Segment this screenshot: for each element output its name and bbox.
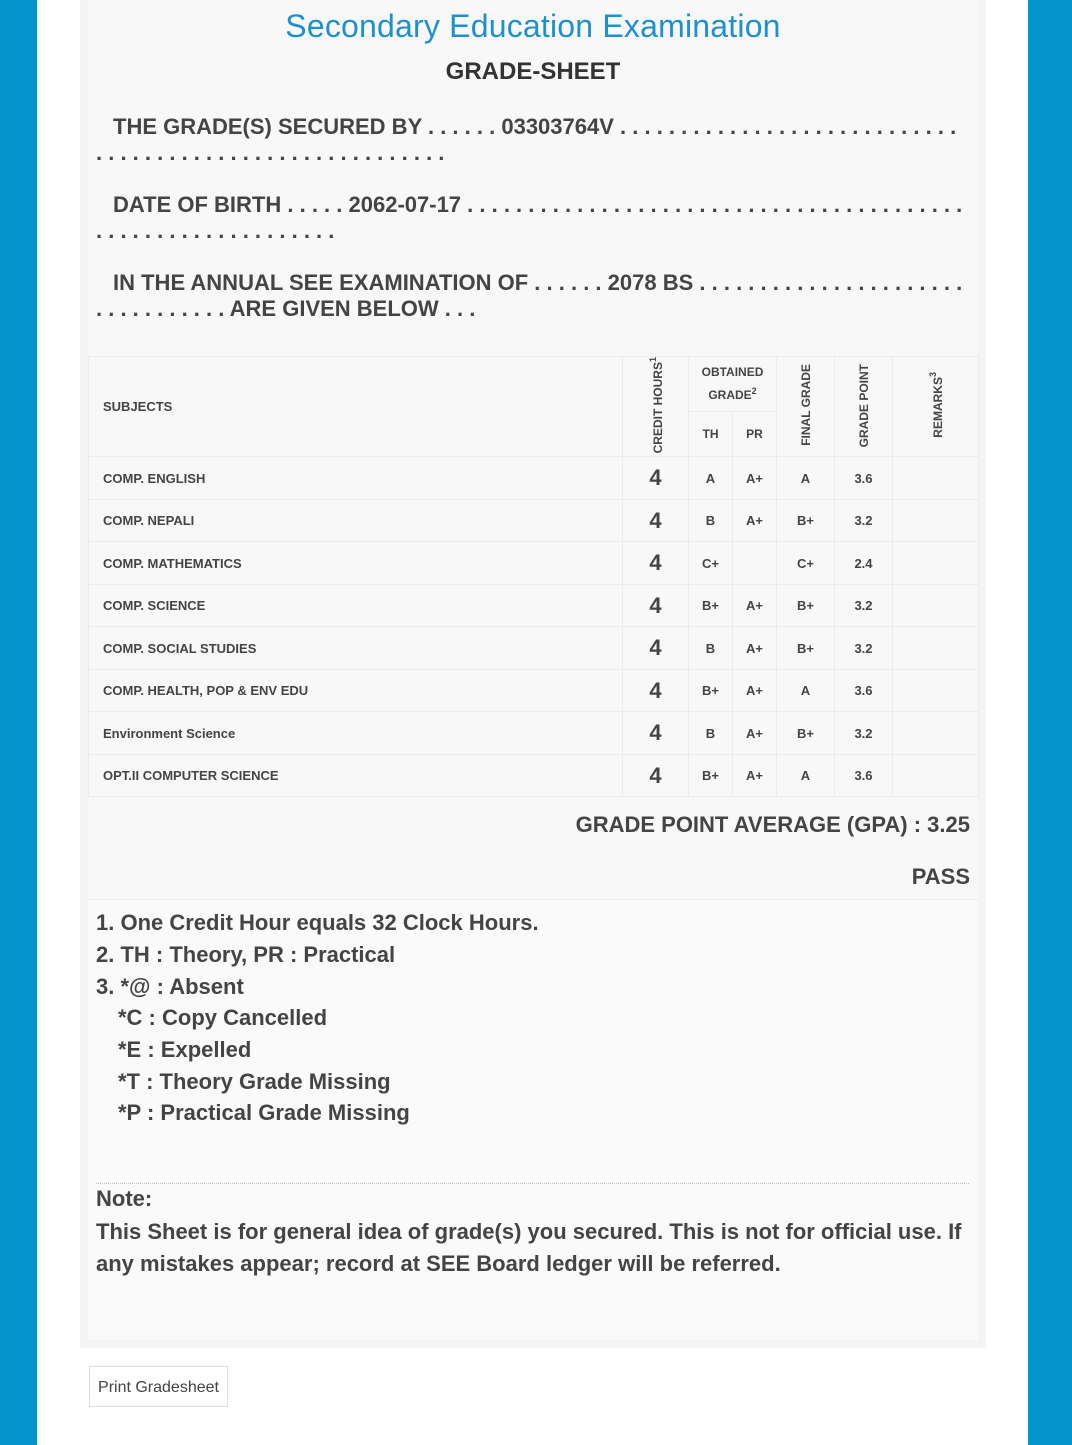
footnotes-section [88,899,978,1340]
table-row [89,669,979,712]
dot-leader: . . . . . . [534,270,608,295]
credit-hours-header: CREDIT HOURS$^1$ [623,357,689,457]
grades-table [88,356,979,797]
footnote-expelled: *E : Expelled [118,1037,252,1062]
footnote-th-pr: 2. TH : Theory, PR : Practical [96,942,396,967]
footnote-absent: 3. *@ : Absent [96,974,244,999]
subject-cell: COMP. NEPALI [89,499,623,542]
dob-label: DATE OF BIRTH [113,192,282,217]
practical-grade-cell: A+ [733,754,777,797]
given-below-text: ARE GIVEN BELOW . . . [229,296,476,321]
remarks-cell [893,499,979,542]
theory-grade-cell: A [689,457,733,500]
practical-grade-cell: A+ [733,584,777,627]
page-title: Secondary Education Examination [285,8,781,44]
final-grade-cell: B+ [777,499,835,542]
dob-line [96,192,968,244]
practical-grade-cell [733,542,777,585]
theory-header: TH [689,412,733,457]
final-grade-header: FINAL GRADE [777,357,835,457]
grade-point-cell: 3.6 [835,457,893,500]
grade-point-cell: 3.2 [835,712,893,755]
remarks-cell [893,457,979,500]
result-status: PASS [911,864,970,889]
gpa-value: GRADE POINT AVERAGE (GPA) : 3.25 [575,812,970,837]
practical-grade-cell: A+ [733,627,777,670]
theory-grade-cell: B [689,712,733,755]
dot-leader: . . . . . . . . . . . . . . . . . . . . . . . . . . . . . . . . . . . . . . . . . . . . . . . . . . . . . . . . . [96,114,957,165]
subject-cell: Environment Science [89,712,623,755]
final-grade-cell: B+ [777,712,835,755]
grade-point-header: GRADE POINT [835,357,893,457]
final-grade-cell: A [777,669,835,712]
table-row [89,754,979,797]
print-gradesheet-button[interactable]: Print Gradesheet [89,1366,228,1407]
theory-grade-cell: C+ [689,542,733,585]
note-label: Note: [96,1186,153,1211]
note-text: This Sheet is for general idea of grade(s) you secured. This is not for official use. If any mistakes appear; record at SEE Board ledger will be referred. [96,1219,962,1276]
credit-hours-cell: 4 [623,754,689,797]
grade-sheet-panel [80,0,986,1348]
exam-label: IN THE ANNUAL SEE EXAMINATION OF [113,270,529,295]
subject-cell: OPT.II COMPUTER SCIENCE [89,754,623,797]
grade-point-cell: 3.2 [835,584,893,627]
theory-grade-cell: B [689,499,733,542]
final-grade-cell: C+ [777,542,835,585]
footnote-practical-missing: *P : Practical Grade Missing [118,1100,410,1125]
exam-year: 2078 BS [607,270,694,295]
footnote-credit-hour: 1. One Credit Hour equals 32 Clock Hours. [96,910,539,935]
dot-leader: . . . . . . [427,114,502,139]
remarks-cell [893,754,979,797]
table-row [89,712,979,755]
grade-point-cell: 2.4 [835,542,893,585]
practical-grade-cell: A+ [733,499,777,542]
practical-grade-cell: A+ [733,669,777,712]
practical-grade-cell: A+ [733,457,777,500]
grade-point-cell: 3.6 [835,754,893,797]
obtained-grade-header: OBTAINED GRADE$^2$ [689,357,777,412]
grade-sheet-body [88,0,978,1340]
footnote-copy-cancelled: *C : Copy Cancelled [118,1005,328,1030]
remarks-header: REMARKS$^3$ [893,357,979,457]
subject-cell: COMP. ENGLISH [89,457,623,500]
credit-hours-cell: 4 [623,669,689,712]
table-row [89,542,979,585]
credit-hours-cell: 4 [623,499,689,542]
theory-grade-cell: B [689,627,733,670]
dot-leader: . . . . . . . . . . . . . . . . . . . . . . . . . . . . . . . . . . . . . . . . . . . . . . . . . . . . . . . . . . . . . [96,192,963,243]
theory-grade-cell: B+ [689,754,733,797]
dob-value: 2062-07-17 [348,192,462,217]
dot-leader: . . . . . [287,192,349,217]
practical-grade-cell: A+ [733,712,777,755]
credit-hours-cell: 4 [623,457,689,500]
subject-cell: COMP. MATHEMATICS [89,542,623,585]
secured-by-label: THE GRADE(S) SECURED BY [113,114,422,139]
remarks-cell [893,584,979,627]
subject-cell: COMP. HEALTH, POP & ENV EDU [89,669,623,712]
credit-hours-cell: 4 [623,542,689,585]
note-divider [96,1183,969,1184]
practical-header: PR [733,412,777,457]
grade-point-cell: 3.2 [835,627,893,670]
grade-point-cell: 3.2 [835,499,893,542]
footnote-theory-missing: *T : Theory Grade Missing [118,1069,391,1094]
subject-cell: COMP. SOCIAL STUDIES [89,627,623,670]
grade-point-cell: 3.6 [835,669,893,712]
theory-grade-cell: B+ [689,584,733,627]
dot-leader: . . . . . . . . . . . . . . . . . . . . . . . . . . . . . . . . . [96,270,963,321]
page-container [37,0,1028,1445]
symbol-number: 03303764V [501,114,614,139]
exam-line [96,270,968,322]
final-grade-cell: A [777,457,835,500]
subjects-header: SUBJECTS [89,357,623,457]
table-row [89,627,979,670]
credit-hours-cell: 4 [623,712,689,755]
remarks-cell [893,542,979,585]
theory-grade-cell: B+ [689,669,733,712]
credit-hours-cell: 4 [623,627,689,670]
final-grade-cell: B+ [777,584,835,627]
remarks-cell [893,669,979,712]
final-grade-cell: B+ [777,627,835,670]
table-row [89,457,979,500]
table-row [89,499,979,542]
table-row [89,584,979,627]
remarks-cell [893,712,979,755]
remarks-cell [893,627,979,670]
credit-hours-cell: 4 [623,584,689,627]
subject-cell: COMP. SCIENCE [89,584,623,627]
final-grade-cell: A [777,754,835,797]
grade-sheet-heading: GRADE-SHEET [445,58,621,85]
secured-by-line [96,114,968,166]
